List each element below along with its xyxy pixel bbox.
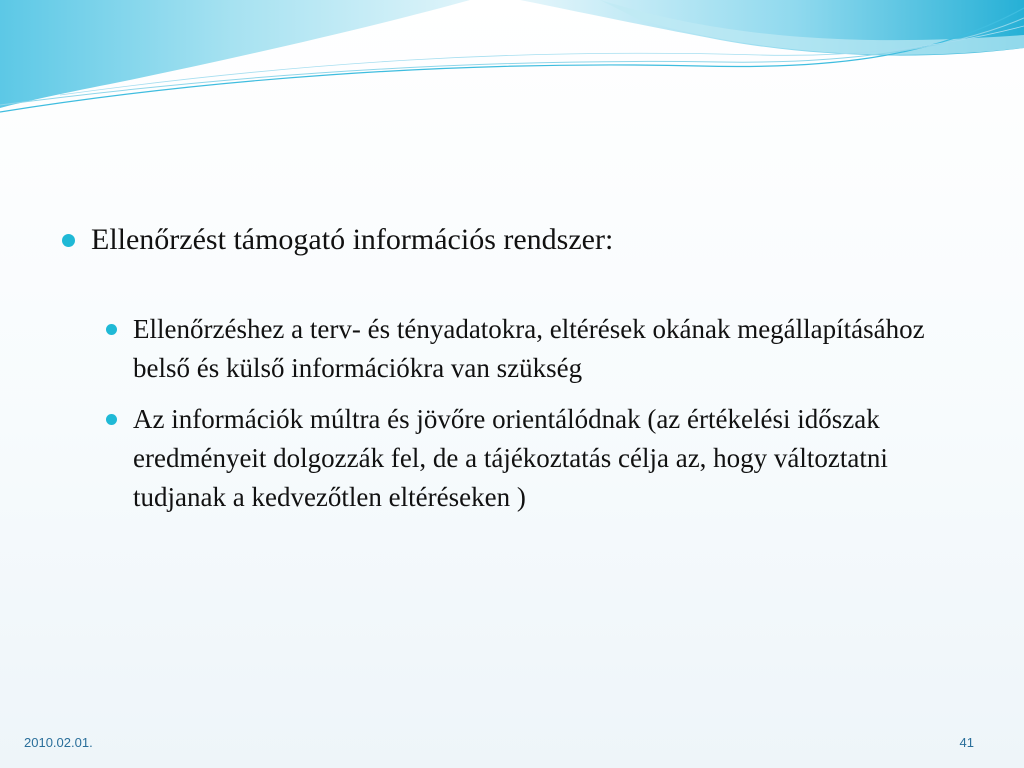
slide-content: [62, 222, 992, 529]
bullet-main-text: Ellenőrzést támogató információs rendszer:: [91, 223, 614, 256]
subbullet-1-text: Ellenőrzéshez a terv- és tényadatokra, eltérések okának megállapításához belső és külső információkra van szükség: [133, 314, 925, 383]
bullet-dot-icon: [106, 414, 117, 425]
bullet-main: [62, 222, 992, 258]
footer-date: 2010.02.01.: [24, 735, 93, 750]
header-wave-decoration: [0, 0, 1024, 130]
subbullet-1: [106, 310, 946, 388]
slide-number: 41: [959, 735, 974, 750]
bullet-dot-icon: [62, 234, 75, 247]
subbullet-2-text: Az információk múltra és jövőre orientálódnak (az értékelési időszak eredményeit dolgozzák fel, de a tájékoztatás célja az, hogy változtatni tudjanak a kedvezőtlen eltéréseken ): [133, 404, 888, 512]
bullet-dot-icon: [106, 324, 117, 335]
subbullet-2: [106, 400, 946, 517]
